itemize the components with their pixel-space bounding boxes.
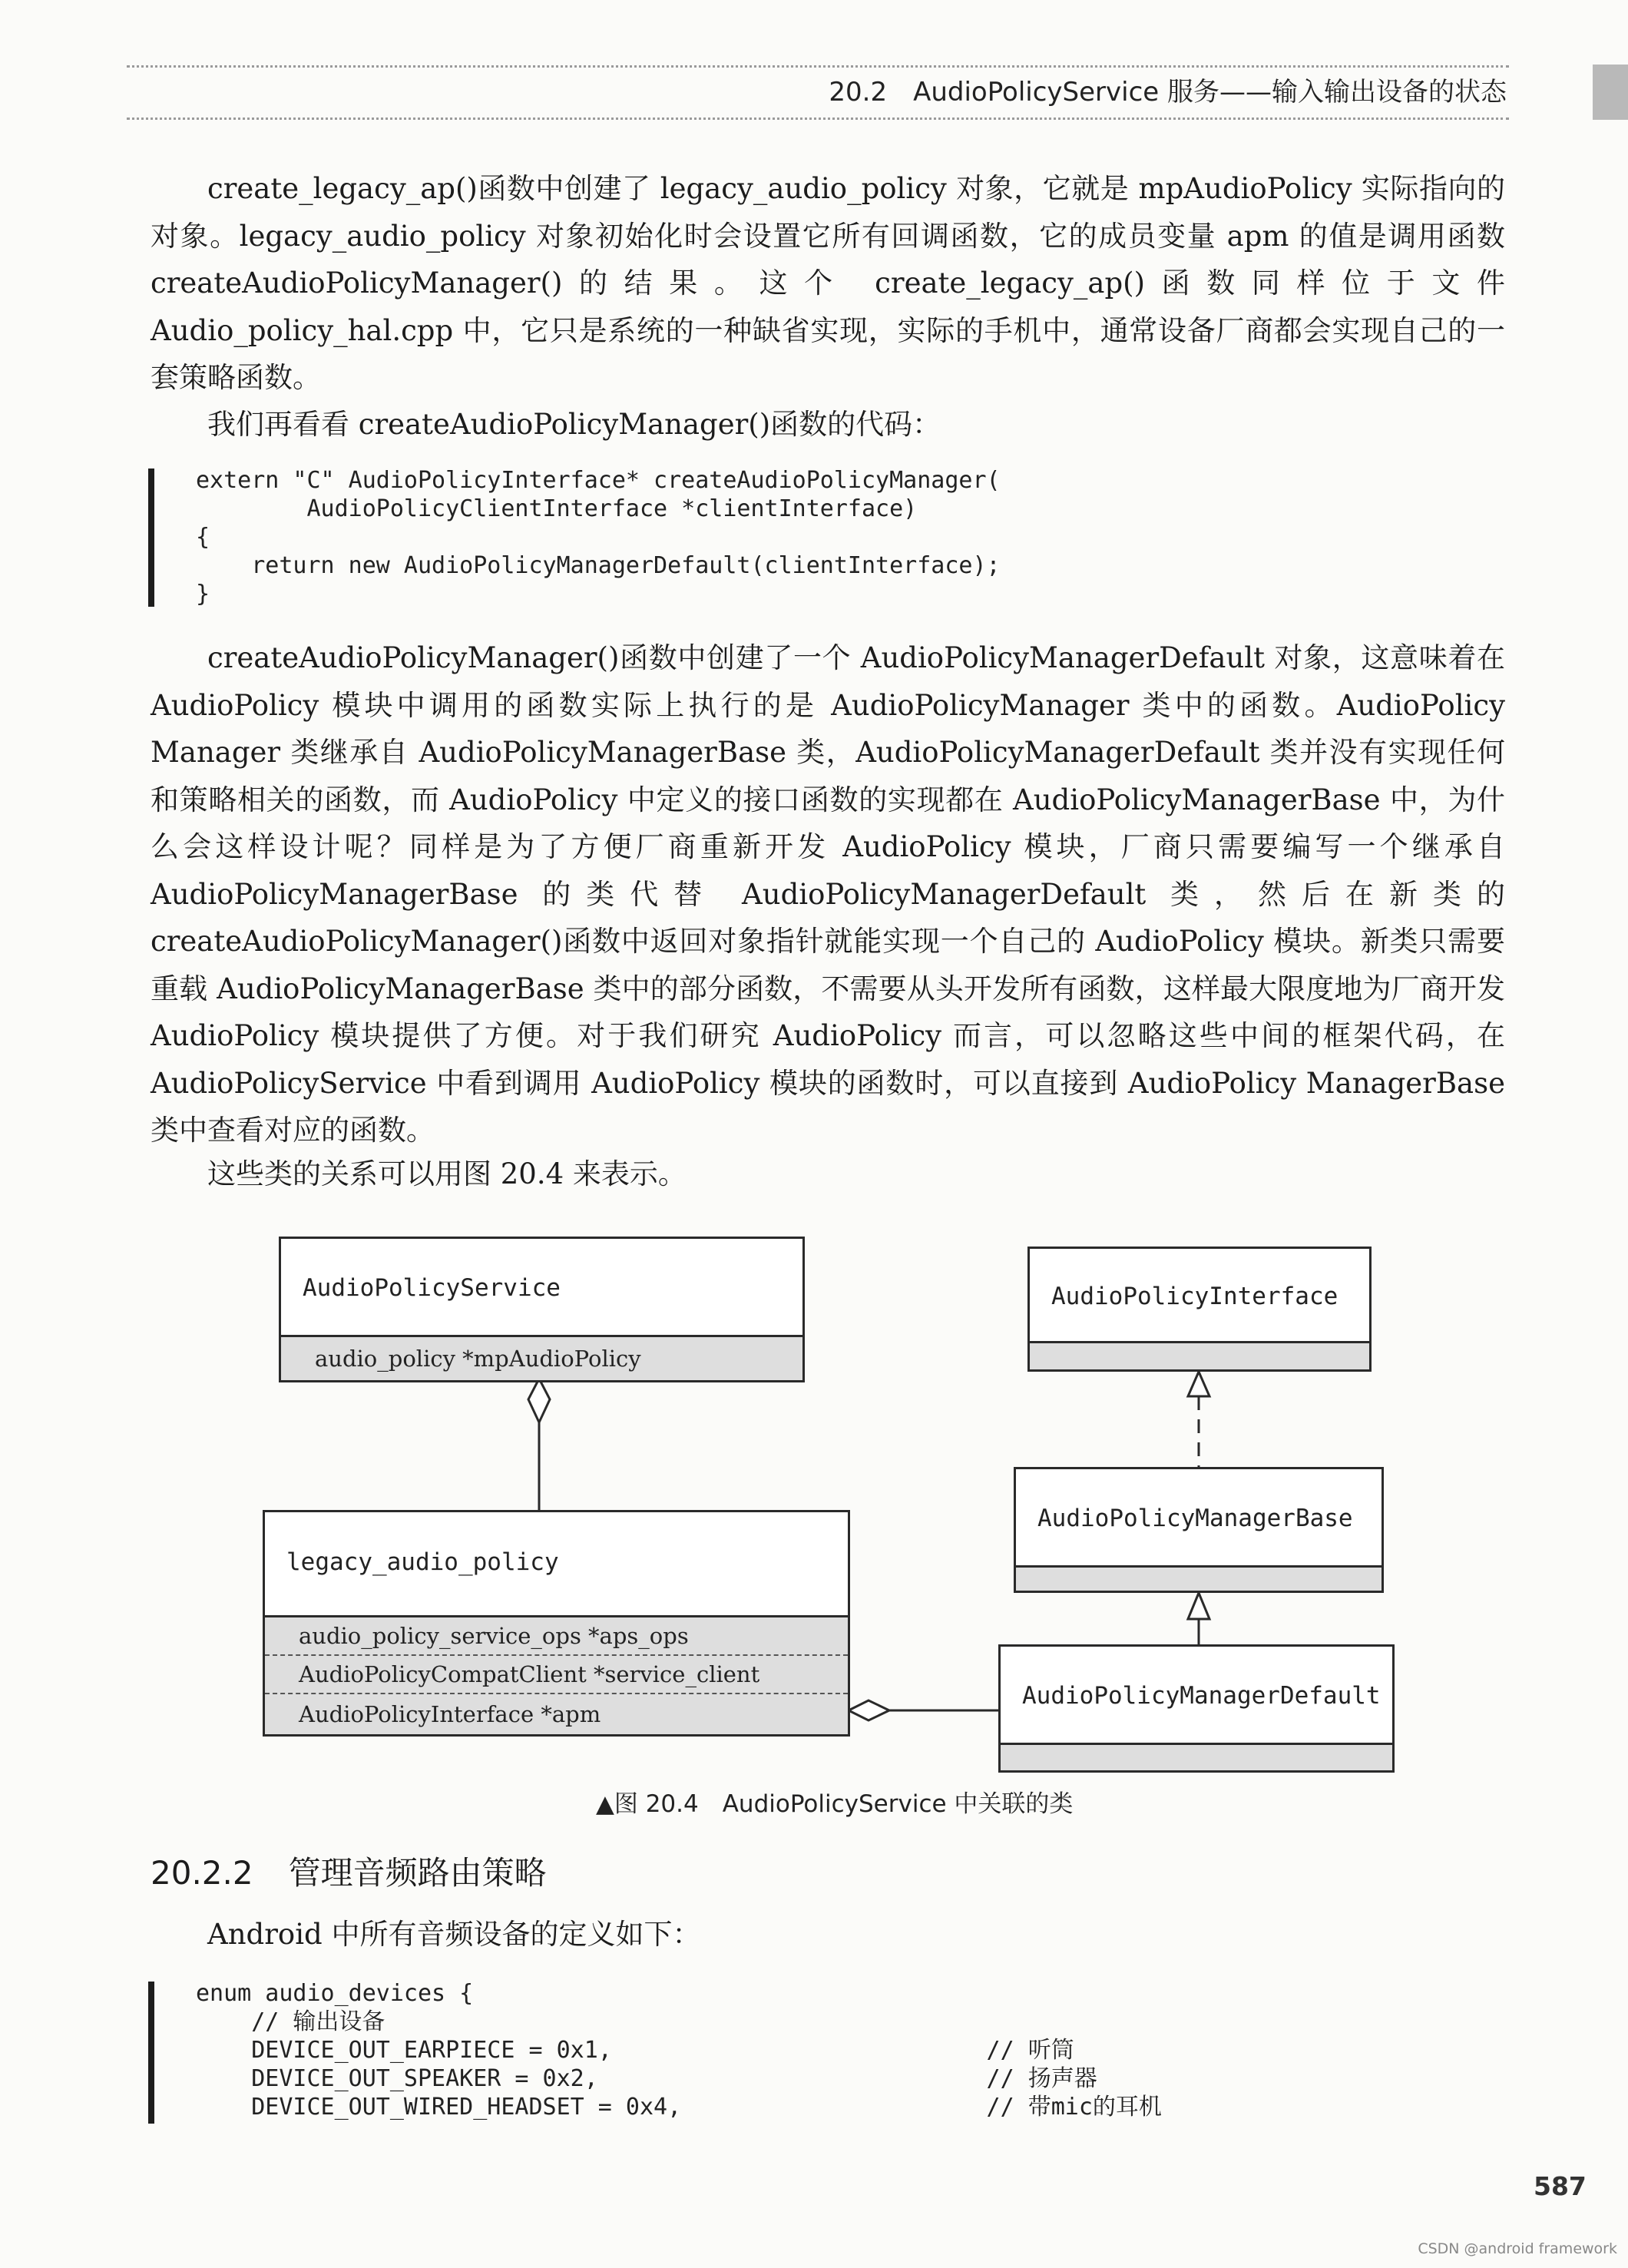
chapter-thumb-tab xyxy=(1593,65,1628,120)
aggregation-diamond-service xyxy=(528,1379,550,1422)
paragraph-4: 这些类的关系可以用图 20.4 来表示。 xyxy=(207,1157,687,1190)
section-number: 20.2.2 xyxy=(151,1854,253,1892)
code-line: extern "C" AudioPolicyInterface* createAudioPolicyManager( xyxy=(196,467,1001,494)
running-header-title: 20.2 AudioPolicyService 服务——输入输出设备的状态 xyxy=(829,77,1507,108)
class-name: AudioPolicyManagerBase xyxy=(1037,1505,1353,1532)
paragraph-1: create_legacy_ap()函数中创建了 legacy_audio_policy 对象，它就是 mpAudioPolicy 实际指向的对象。legacy_audio_policy 对象初始化时会设置它所有回调函数，它的成员变量 apm 的值是调用函数 createAudioPolicyManager()的结果。这个 create_legacy_ap()函数同样位于文件 Audio_policy_hal.cpp 中，它只是系统的一种缺省实现，实际的手机中，通常设备厂商都会实现自己的一套策略函数。 xyxy=(151,172,1505,394)
class-attribute: AudioPolicyCompatClient *service_client xyxy=(265,1656,848,1694)
section-heading xyxy=(151,1848,547,1894)
code-block-2-bar xyxy=(148,1982,154,2124)
class-attributes xyxy=(265,1615,848,1734)
code-line: AudioPolicyClientInterface *clientInterface) xyxy=(196,495,918,522)
class-attributes xyxy=(1030,1341,1369,1369)
code-line: } xyxy=(196,581,210,608)
code-line: DEVICE_OUT_SPEAKER = 0x2, // 扬声器 xyxy=(196,2065,1097,2092)
aggregation-diamond-legacy xyxy=(849,1700,889,1720)
paragraph-2: 我们再看看 createAudioPolicyManager()函数的代码： xyxy=(207,408,941,441)
code-line: { xyxy=(196,524,210,551)
class-name: legacy_audio_policy xyxy=(286,1548,559,1576)
class-attribute: audio_policy_service_ops *aps_ops xyxy=(265,1617,848,1656)
code-line: return new AudioPolicyManagerDefault(clientInterface); xyxy=(196,552,1001,579)
paragraph-5: Android 中所有音频设备的定义如下： xyxy=(207,1918,701,1951)
class-name: AudioPolicyService xyxy=(303,1274,561,1302)
class-audiopolicymanagerbase xyxy=(1014,1467,1384,1593)
class-audiopolicymanagerdefault xyxy=(998,1644,1395,1773)
header-rule-top xyxy=(127,65,1509,68)
header-rule-bottom xyxy=(127,118,1509,120)
class-audiopolicyinterface xyxy=(1027,1247,1372,1372)
figure-caption: ▲图 20.4 AudioPolicyService 中关联的类 xyxy=(596,1790,1074,1818)
class-name: AudioPolicyInterface xyxy=(1051,1283,1338,1310)
class-name: AudioPolicyManagerDefault xyxy=(1022,1682,1381,1710)
code-line: // 输出设备 xyxy=(196,2008,385,2035)
paragraph-3: createAudioPolicyManager()函数中创建了一个 AudioPolicyManagerDefault 对象，这意味着在 AudioPolicy 模块中调用的函数实际上执行的是 AudioPolicyManager 类中的函数。AudioPolicy Manager 类继承自 AudioPolicyManagerBase 类，AudioPolicyManagerDefault 类并没有实现任何和策略相关的函数，而 AudioPolicy 中定义的接口函数的实现都在 AudioPolicyManagerBase 中，为什么会这样设计呢？同样是为了方便厂商重新开发 AudioPolicy 模块，厂商只需要编写一个继承自 AudioPolicyManagerBase 的类代替 AudioPolicyManagerDefault 类，然后在新类的 createAudioPolicyManager()函数中返回对象指针就能实现一个自己的 AudioPolicy 模块。新类只需要重载 AudioPolicyManagerBase 类中的部分函数，不需要从头开发所有函数，这样最大限度地为厂商开发 AudioPolicy 模块提供了方便。对于我们研究 AudioPolicy 而言，可以忽略这些中间的框架代码，在 AudioPolicyService 中看到调用 AudioPolicy 模块的函数时，可以直接到 AudioPolicy ManagerBase 类中查看对应的函数。 xyxy=(151,641,1505,1147)
code-line: DEVICE_OUT_WIRED_HEADSET = 0x4, // 带mic的耳机 xyxy=(196,2094,1162,2121)
class-attributes xyxy=(1016,1565,1381,1591)
code-block-2 xyxy=(196,1979,1162,2121)
page-number: 587 xyxy=(1534,2171,1587,2201)
code-block-1-bar xyxy=(148,468,154,607)
code-line: DEVICE_OUT_EARPIECE = 0x1, // 听筒 xyxy=(196,2037,1074,2064)
class-attribute: audio_policy *mpAudioPolicy xyxy=(315,1346,641,1372)
inheritance-arrowhead xyxy=(1188,1593,1209,1619)
realization-arrowhead xyxy=(1188,1372,1209,1396)
section-title: 管理音频路由策略 xyxy=(288,1854,547,1892)
class-legacy-audio-policy xyxy=(263,1510,850,1737)
class-audiopolicyservice xyxy=(279,1237,805,1382)
code-block-1 xyxy=(196,466,1001,608)
code-line: enum audio_devices { xyxy=(196,1980,474,2007)
class-attributes xyxy=(281,1335,802,1380)
class-attributes xyxy=(1001,1743,1392,1770)
watermark: CSDN @android framework xyxy=(1418,2240,1617,2257)
class-attribute: AudioPolicyInterface *apm xyxy=(299,1701,601,1727)
